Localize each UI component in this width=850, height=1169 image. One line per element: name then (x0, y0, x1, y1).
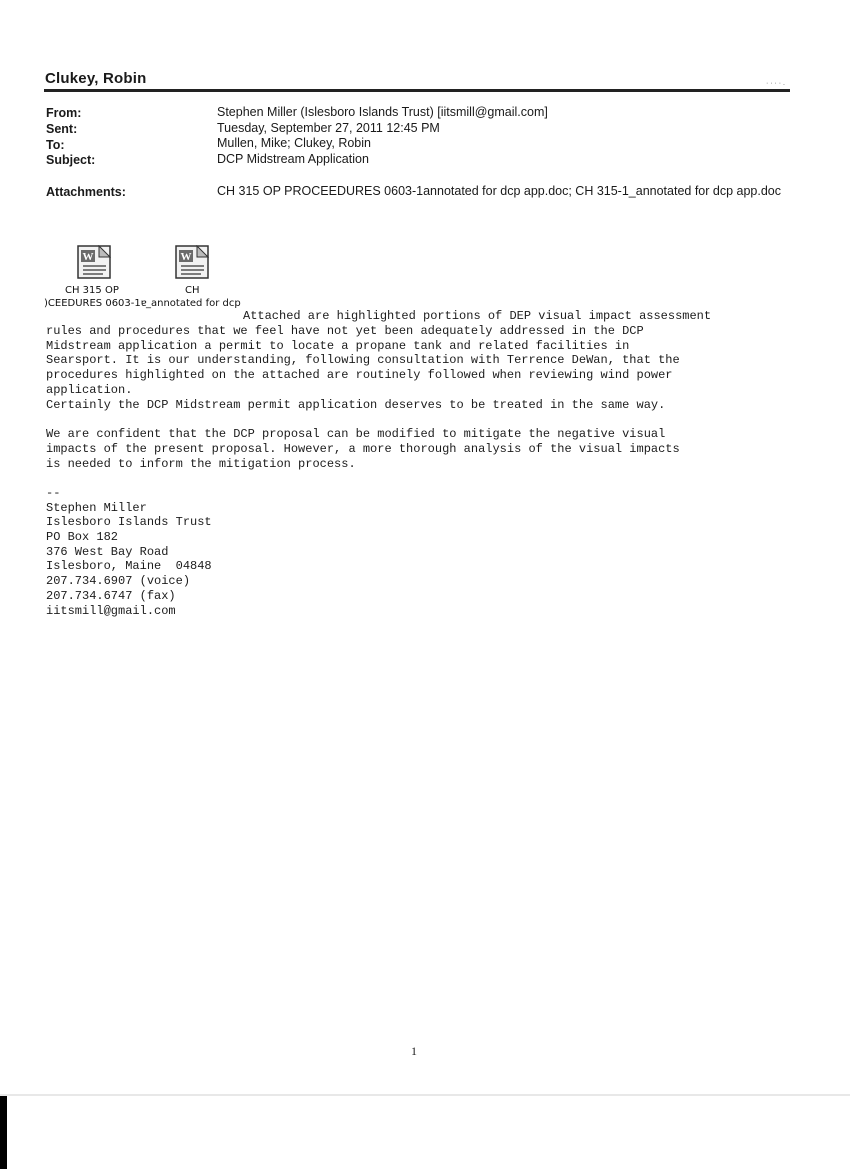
sent-value: Tuesday, September 27, 2011 12:45 PM (217, 121, 440, 135)
signature-fax: 207.734.6747 (fax) (46, 589, 176, 603)
attachment-2[interactable] (175, 245, 209, 284)
signature-org: Islesboro Islands Trust (46, 515, 212, 529)
signature-street: 376 West Bay Road (46, 545, 169, 559)
from-label: From: (46, 106, 82, 120)
body-line: Attached are highlighted portions of DEP visual impact assessment (243, 309, 712, 323)
body-line: Certainly the DCP Midstream permit application deserves to be treated in the same way. (46, 398, 666, 412)
attachments-label: Attachments: (46, 185, 126, 199)
scan-bottom-edge (0, 1094, 850, 1096)
to-value: Mullen, Mike; Clukey, Robin (217, 136, 371, 150)
scan-edge-shadow (0, 1096, 7, 1169)
body-line: application. (46, 383, 133, 397)
body-line: We are confident that the DCP proposal can be modified to mitigate the negative visual (46, 427, 666, 441)
signature-city: Islesboro, Maine 04848 (46, 559, 212, 573)
signature-voice: 207.734.6907 (voice) (46, 574, 191, 588)
subject-label: Subject: (46, 153, 96, 167)
word-document-icon (175, 245, 209, 279)
body-line: Midstream application a permit to locate a propane tank and related facilities in (46, 339, 630, 353)
signature-po-box: PO Box 182 (46, 530, 119, 544)
body-line: Searsport. It is our understanding, following consultation with Terrence DeWan, that the (46, 353, 680, 367)
attachment-1-caption-line2: )CEEDURES 0603-1ɐ (44, 298, 147, 309)
header-divider (44, 89, 790, 92)
body-line: is needed to inform the mitigation process. (46, 457, 356, 471)
attachments-value: CH 315 OP PROCEEDURES 0603-1annotated for dcp app.doc; CH 315-1_annotated for dcp app.doc (217, 184, 782, 198)
signature-name: Stephen Miller (46, 501, 147, 515)
page-number: 1 (411, 1044, 417, 1058)
body-line: rules and procedures that we feel have not yet been adequately addressed in the DCP (46, 324, 644, 338)
header-corner-mark: · · · · . (765, 80, 785, 87)
signature-email[interactable]: iitsmill@gmail.com (46, 604, 176, 618)
mailbox-owner-name: Clukey, Robin (45, 70, 147, 87)
word-document-icon (77, 245, 111, 279)
attachment-2-caption-line1: CH (185, 285, 200, 296)
attachment-1[interactable] (77, 245, 111, 284)
subject-value: DCP Midstream Application (217, 152, 369, 166)
signature-separator: -- (46, 486, 61, 500)
from-value: Stephen Miller (Islesboro Islands Trust) [iitsmill@gmail.com] (217, 105, 548, 119)
body-line: impacts of the present proposal. However, a more thorough analysis of the visual impacts (46, 442, 680, 456)
body-line: procedures highlighted on the attached are routinely followed when reviewing wind power (46, 368, 673, 382)
sent-label: Sent: (46, 122, 78, 136)
attachment-2-caption-line2: _annotated for dcp (146, 298, 241, 309)
svg-text:W: W (180, 251, 192, 263)
to-label: To: (46, 138, 65, 152)
attachment-1-caption-line1: CH 315 OP (65, 285, 119, 296)
svg-text:W: W (82, 251, 94, 263)
